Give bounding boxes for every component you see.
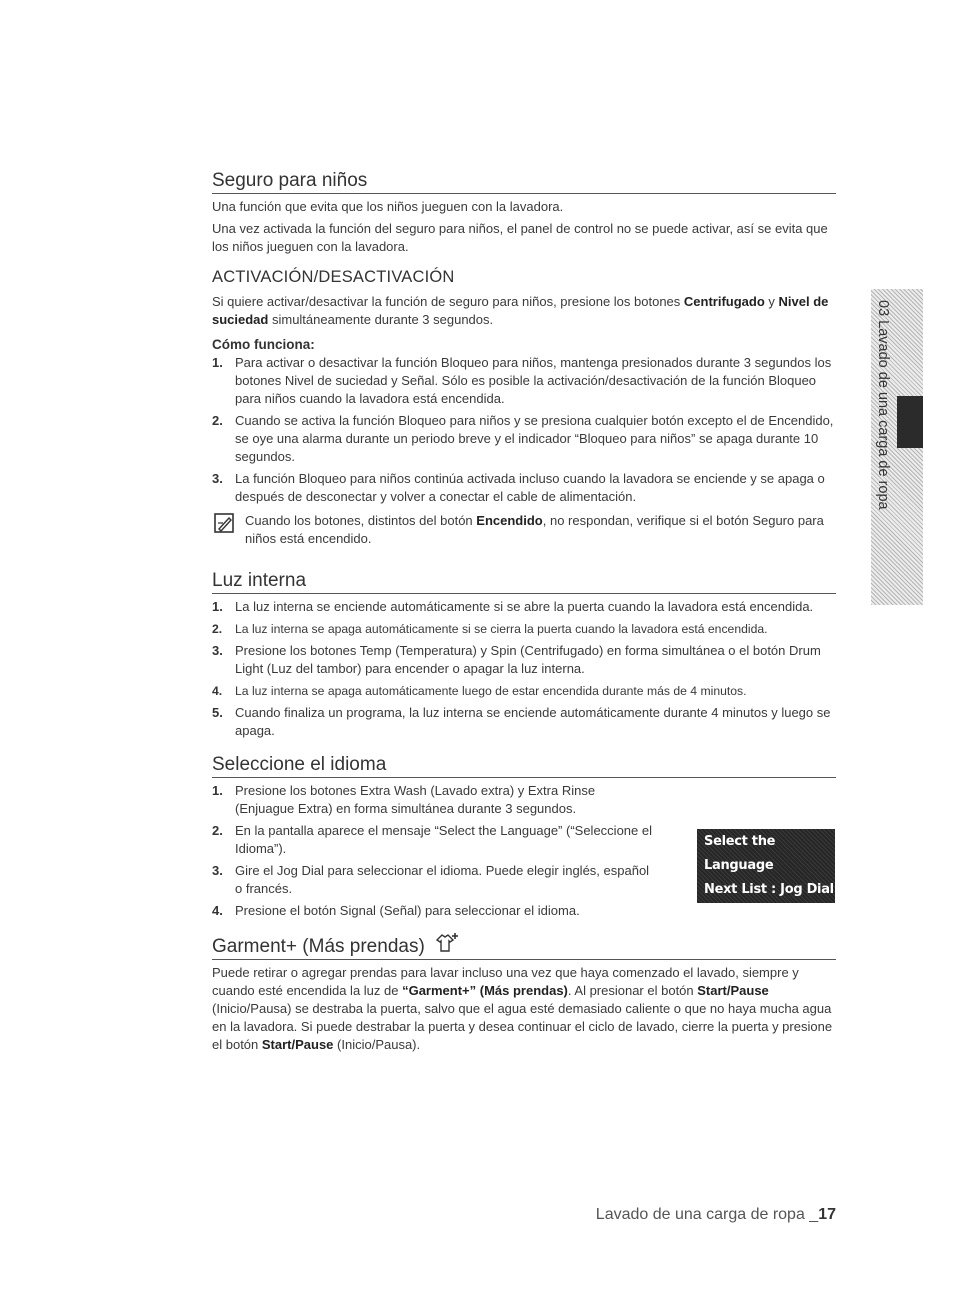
garment-text: . Al presionar el botón [567, 983, 698, 998]
garment-text: (Inicio/Pausa). [333, 1037, 421, 1052]
interior-light-title: Luz interna [212, 570, 836, 594]
garment-plus-ref: “Garment+” (Más prendas) [402, 983, 568, 998]
step-text: Presione los botones Temp (Temperatura) y Spin (Centrifugado) en forma simultánea o el botón Drum Light (Luz del tambor) para encender o apagar la luz interna. [235, 643, 821, 676]
garment-title-text: Garment+ (Más prendas) [212, 936, 425, 957]
step-number: 5. [212, 705, 223, 720]
page-number: 17 [818, 1206, 836, 1223]
list-item [212, 902, 652, 920]
activation-text: simultáneamente durante 3 segundos. [268, 312, 494, 327]
step-number: 4. [212, 903, 223, 918]
activation-subtitle: ACTIVACIÓN/DESACTIVACIÓN [212, 268, 455, 286]
garment-section [212, 932, 836, 1054]
interior-light-steps [212, 598, 836, 740]
step-number: 1. [212, 355, 223, 370]
list-item [212, 470, 836, 506]
activation-paragraph [212, 293, 836, 329]
activation-text: y [764, 294, 779, 309]
step-number: 3. [212, 471, 223, 486]
list-item [212, 620, 836, 638]
list-item [212, 412, 836, 466]
list-item [212, 354, 836, 408]
language-steps [212, 782, 652, 920]
child-lock-intro-2: Una vez activada la función del seguro para niños, el panel de control no se puede activar, así se evita que los niños jueguen con la lavadora. [212, 221, 828, 254]
step-number: 4. [212, 684, 223, 698]
soil-level-button-ref: Nivel de suciedad [212, 294, 829, 327]
step-text: Presione el botón Signal (Señal) para seleccionar el idioma. [235, 903, 580, 918]
child-lock-title: Seguro para niños [212, 170, 836, 194]
child-lock-steps [212, 354, 836, 506]
list-item [212, 704, 836, 740]
display-line: Select : Signal Button [704, 906, 805, 945]
step-text: Cuando se activa la función Bloqueo para niños y se presiona cualquier botón excepto el de Encendido, se oye una alarma durante un periodo breve y el indicador “Bloqueo para niños” se apaga durante 10 segundos. [235, 413, 834, 464]
step-number: 3. [212, 863, 223, 878]
step-text: Cuando finaliza un programa, la luz interna se enciende automáticamente durante 4 minutos y luego se apaga. [235, 705, 831, 738]
list-item [212, 682, 836, 700]
step-number: 2. [212, 823, 223, 838]
step-text: Presione los botones Extra Wash (Lavado extra) y Extra Rinse (Enjuague Extra) en forma simultánea durante 3 segundos. [235, 783, 596, 816]
note-text: Cuando los botones, distintos del botón [245, 513, 477, 528]
display-line: Next List : Jog Dial [704, 882, 834, 897]
step-text: La luz interna se enciende automáticamente si se abre la puerta cuando la lavadora está encendida. [235, 599, 814, 614]
how-it-works-heading: Cómo funciona: [212, 337, 315, 352]
list-item [212, 822, 652, 858]
step-text: En la pantalla aparece el mensaje “Select the Language” (“Seleccione el Idioma”). [235, 823, 652, 856]
display-line: Select the Language [704, 834, 776, 873]
note-icon [214, 513, 236, 535]
step-text: La función Bloqueo para niños continúa activada incluso cuando la lavadora se enciende y se apaga o después de desconectar y volver a conectar el cable de alimentación. [235, 471, 825, 504]
power-button-ref: Encendido [476, 513, 543, 528]
list-item [212, 782, 652, 818]
footer-text: Lavado de una carga de ropa _ [595, 1206, 819, 1223]
child-lock-intro-1: Una función que evita que los niños jueguen con la lavadora. [212, 199, 564, 214]
language-title: Seleccione el idioma [212, 754, 836, 778]
step-number: 2. [212, 622, 223, 636]
garment-plus-icon [434, 932, 460, 954]
chapter-tab-marker [897, 396, 923, 448]
step-number: 1. [212, 599, 223, 614]
step-text: Para activar o desactivar la función Bloqueo para niños, mantenga presionados durante 3 segundos los botones Nivel de suciedad y Señal. Sólo es posible la activación/desactivación de la función Bloqueo para niños cuando la lavadora está encendida. [235, 355, 832, 406]
garment-paragraph [212, 964, 836, 1054]
step-text: Gire el Jog Dial para seleccionar el idioma. Puede elegir inglés, español o francés. [235, 863, 650, 896]
note-text: , no respondan, verifique si el botón Seguro para niños está encendido. [245, 513, 824, 546]
spin-button-ref: Centrifugado [683, 294, 765, 309]
interior-light-section [212, 570, 836, 740]
step-number: 3. [212, 643, 223, 658]
step-number: 2. [212, 413, 223, 428]
activation-text: Si quiere activar/desactivar la función de seguro para niños, presione los botones [212, 294, 684, 309]
child-lock-section [212, 170, 836, 548]
child-lock-note [212, 512, 836, 548]
garment-text: (Inicio/Pausa) se destraba la puerta, salvo que el agua esté demasiado caliente o que no haya mucha agua en la lavadora. Si puede destrabar la puerta y desea continuar el ciclo de lavado, cierre la puerta y presione el botón [212, 1001, 833, 1052]
list-item [212, 642, 836, 678]
start-pause-ref: Start/Pause [697, 983, 769, 998]
step-text: La luz interna se apaga automáticamente luego de estar encendida durante más de 4 minutos. [235, 684, 747, 698]
page-footer [596, 1206, 836, 1224]
garment-text: Puede retirar o agregar prendas para lavar incluso una vez que haya comenzado el lavado, siempre y cuando esté encendida la luz de [212, 965, 799, 998]
chapter-tab-label: 03 Lavado de una carga de ropa [875, 300, 891, 510]
step-text: La luz interna se apaga automáticamente si se cierra la puerta cuando la lavadora está encendida. [235, 622, 768, 636]
language-display-screen [697, 829, 835, 945]
list-item [212, 598, 836, 616]
step-number: 1. [212, 783, 223, 798]
start-pause-ref: Start/Pause [261, 1037, 334, 1052]
list-item [212, 862, 652, 898]
